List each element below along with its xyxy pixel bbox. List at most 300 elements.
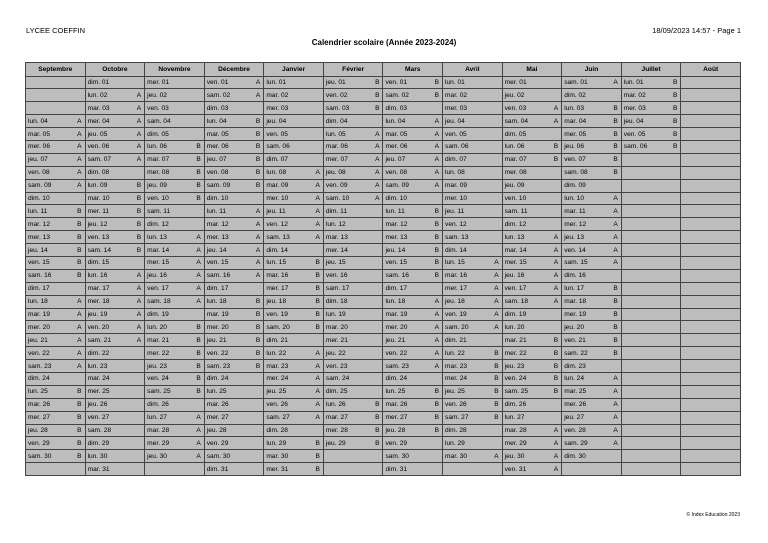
day-label: dim. 10 — [28, 194, 50, 202]
day-cell — [26, 166, 86, 179]
day-cell — [323, 140, 383, 153]
zone-label: A — [196, 414, 201, 422]
day-label: jeu. 16 — [147, 272, 167, 280]
zone-label: A — [553, 439, 559, 447]
zone-label: B — [315, 298, 320, 306]
empty-cell — [621, 321, 681, 334]
day-label: mar. 26 — [28, 401, 50, 409]
day-label: dim. 25 — [325, 388, 348, 396]
day-label: sam. 16 — [206, 272, 231, 280]
calendar-row — [26, 424, 741, 437]
day-label: jeu. 13 — [564, 233, 585, 241]
day-label: mer. 05 — [564, 130, 587, 138]
zone-label: B — [613, 156, 618, 164]
day-label: dim. 14 — [266, 246, 288, 254]
zone-label: A — [613, 233, 618, 241]
day-cell — [562, 218, 622, 231]
zone-label: B — [375, 414, 380, 422]
empty-cell — [681, 385, 741, 398]
copyright: © Index Education 2023 — [686, 512, 740, 518]
day-cell — [145, 153, 205, 166]
day-cell — [443, 282, 503, 295]
calendar-row — [26, 205, 741, 218]
day-label: sam. 30 — [206, 452, 231, 460]
calendar-row — [26, 450, 741, 463]
empty-cell — [681, 398, 741, 411]
day-label: jeu. 26 — [87, 401, 108, 409]
calendar-row — [26, 153, 741, 166]
day-cell — [383, 334, 443, 347]
print-info: 18/09/2023 14:57 - Page 1 — [652, 26, 741, 35]
day-cell — [443, 89, 503, 102]
day-cell — [26, 347, 86, 360]
day-label: dim. 03 — [206, 104, 229, 112]
zone-label: B — [494, 349, 499, 357]
day-label: sam. 24 — [325, 375, 350, 383]
day-cell — [323, 321, 383, 334]
day-label: lun. 23 — [87, 362, 108, 370]
empty-cell — [681, 192, 741, 205]
day-label: jeu. 07 — [206, 156, 227, 164]
zone-label: A — [553, 259, 559, 267]
zone-label: A — [613, 194, 618, 202]
day-label: sam. 27 — [445, 414, 469, 422]
day-cell — [562, 89, 622, 102]
day-label: sam. 27 — [266, 414, 290, 422]
day-cell — [502, 282, 562, 295]
day-label: sam. 18 — [147, 298, 171, 306]
day-label: lun. 17 — [564, 285, 585, 293]
month-header: Juillet — [621, 63, 681, 77]
day-label: ven. 15 — [206, 259, 229, 267]
zone-label: A — [494, 298, 499, 306]
zone-label: A — [494, 285, 499, 293]
day-cell — [383, 282, 443, 295]
day-label: mer. 22 — [147, 349, 170, 357]
zone-label: A — [613, 426, 618, 434]
day-label: ven. 17 — [147, 285, 169, 293]
zone-label: A — [434, 336, 440, 344]
day-cell — [502, 360, 562, 373]
zone-label: A — [315, 194, 320, 202]
day-cell — [383, 360, 443, 373]
day-cell — [264, 102, 324, 115]
zone-label: A — [434, 323, 440, 331]
day-label: mar. 14 — [504, 246, 527, 254]
day-cell — [204, 282, 264, 295]
day-label: lun. 09 — [87, 182, 108, 190]
day-cell — [145, 437, 205, 450]
day-label: ven. 26 — [445, 401, 467, 409]
day-label: ven. 15 — [385, 259, 408, 267]
empty-cell — [681, 463, 741, 476]
day-label: lun. 11 — [206, 207, 227, 215]
day-label: mar. 27 — [325, 414, 348, 422]
day-cell — [562, 334, 622, 347]
day-label: sam. 09 — [206, 182, 231, 190]
zone-label: B — [196, 388, 201, 396]
day-label: mar. 05 — [28, 130, 50, 138]
day-label: lun. 15 — [445, 259, 465, 267]
zone-label: B — [494, 362, 499, 370]
day-cell — [383, 424, 443, 437]
page-title: Calendrier scolaire (Année 2023-2024) — [311, 38, 457, 47]
day-cell — [26, 256, 86, 269]
day-cell — [323, 269, 383, 282]
empty-cell — [323, 450, 383, 463]
day-label: mar. 30 — [266, 452, 289, 460]
day-label: sam. 06 — [445, 143, 469, 151]
day-label: sam. 09 — [28, 182, 52, 190]
zone-label: B — [434, 233, 440, 241]
day-cell — [443, 411, 503, 424]
day-label: sam. 16 — [28, 272, 52, 280]
zone-label: B — [613, 285, 618, 293]
day-cell — [264, 231, 324, 244]
day-label: sam. 06 — [623, 143, 648, 151]
zone-label: A — [434, 117, 440, 125]
day-label: sam. 06 — [266, 143, 290, 151]
day-label: mer. 20 — [28, 323, 50, 331]
zone-label: B — [553, 388, 559, 396]
day-cell — [562, 347, 622, 360]
day-label: dim. 23 — [564, 362, 586, 370]
day-cell — [264, 437, 324, 450]
zone-label: A — [77, 298, 82, 306]
zone-label: B — [315, 310, 320, 318]
zone-label: B — [77, 220, 82, 228]
day-cell — [323, 385, 383, 398]
day-label: ven. 03 — [147, 104, 169, 112]
zone-label: B — [553, 375, 559, 383]
day-label: dim. 26 — [147, 401, 169, 409]
day-cell — [443, 385, 503, 398]
zone-label: B — [553, 362, 559, 370]
day-cell — [323, 179, 383, 192]
day-label: lun. 25 — [385, 388, 406, 396]
empty-cell — [621, 334, 681, 347]
day-cell — [562, 308, 622, 321]
empty-cell — [681, 231, 741, 244]
zone-label: B — [77, 426, 82, 434]
day-label: lun. 20 — [147, 323, 167, 331]
empty-cell — [681, 140, 741, 153]
day-cell — [264, 308, 324, 321]
calendar-row — [26, 256, 741, 269]
zone-label: B — [375, 401, 380, 409]
day-label: mar. 19 — [206, 310, 229, 318]
empty-cell — [562, 463, 622, 476]
day-cell — [26, 295, 86, 308]
empty-cell — [681, 334, 741, 347]
empty-cell — [681, 128, 741, 141]
day-cell — [26, 450, 86, 463]
empty-cell — [443, 463, 503, 476]
zone-label: B — [315, 259, 320, 267]
zone-label: B — [255, 298, 261, 306]
zone-label: B — [315, 452, 320, 460]
day-cell — [26, 334, 86, 347]
day-label: lun. 03 — [564, 104, 585, 112]
day-label: dim. 16 — [564, 272, 586, 280]
day-label: sam. 23 — [206, 362, 231, 370]
day-cell — [383, 385, 443, 398]
day-cell — [323, 128, 383, 141]
day-label: sam. 29 — [564, 439, 588, 447]
day-cell — [85, 360, 145, 373]
day-label: mar. 28 — [504, 426, 527, 434]
day-cell — [443, 102, 503, 115]
day-cell — [204, 437, 264, 450]
day-label: mar. 25 — [564, 388, 587, 396]
zone-label: B — [196, 169, 201, 177]
day-cell — [621, 89, 681, 102]
day-cell — [383, 179, 443, 192]
month-header: Mars — [383, 63, 443, 77]
day-cell — [145, 450, 205, 463]
zone-label: B — [196, 323, 201, 331]
day-label: mar. 30 — [445, 452, 468, 460]
day-cell — [502, 347, 562, 360]
day-cell — [323, 166, 383, 179]
month-header: Octobre — [85, 63, 145, 77]
zone-label: A — [196, 246, 201, 254]
day-label: sam. 20 — [266, 323, 290, 331]
day-label: dim. 05 — [504, 130, 527, 138]
day-cell — [264, 424, 324, 437]
day-cell — [204, 411, 264, 424]
zone-label: A — [434, 310, 440, 318]
zone-label: A — [553, 272, 559, 280]
day-label: ven. 08 — [28, 169, 50, 177]
day-label: mar. 26 — [385, 401, 408, 409]
day-cell — [443, 398, 503, 411]
day-cell — [323, 76, 383, 89]
day-label: ven. 16 — [325, 272, 348, 280]
zone-label: A — [613, 220, 618, 228]
day-label: dim. 31 — [385, 465, 408, 473]
day-label: lun. 29 — [266, 439, 287, 447]
zone-label: A — [315, 220, 320, 228]
day-label: lun. 08 — [445, 169, 465, 177]
day-label: lun. 02 — [87, 91, 108, 99]
day-label: ven. 01 — [385, 78, 408, 86]
day-cell — [204, 256, 264, 269]
zone-label: B — [315, 439, 320, 447]
day-label: sam. 22 — [564, 349, 588, 357]
day-cell — [145, 269, 205, 282]
day-cell — [264, 153, 324, 166]
day-label: mer. 19 — [564, 310, 587, 318]
calendar-row — [26, 128, 741, 141]
day-label: mer. 03 — [445, 104, 468, 112]
day-label: dim. 12 — [147, 220, 169, 228]
day-cell — [383, 102, 443, 115]
zone-label: B — [613, 117, 618, 125]
day-label: sam. 13 — [445, 233, 469, 241]
zone-label: B — [136, 246, 142, 254]
day-cell — [145, 115, 205, 128]
day-cell — [443, 128, 503, 141]
day-cell — [26, 269, 86, 282]
day-cell — [323, 334, 383, 347]
day-label: dim. 18 — [325, 298, 348, 306]
empty-cell — [681, 372, 741, 385]
day-label: sam. 10 — [325, 194, 350, 202]
day-label: mer. 10 — [445, 194, 468, 202]
day-label: mar. 24 — [87, 375, 110, 383]
day-label: mer. 03 — [266, 104, 289, 112]
day-label: mar. 16 — [445, 272, 468, 280]
day-cell — [323, 153, 383, 166]
calendar-row — [26, 372, 741, 385]
empty-cell — [681, 205, 741, 218]
day-cell — [383, 115, 443, 128]
day-cell — [443, 347, 503, 360]
day-label: mar. 11 — [564, 207, 586, 215]
day-label: ven. 24 — [504, 375, 527, 383]
day-label: mer. 25 — [87, 388, 110, 396]
zone-label: A — [613, 78, 618, 86]
day-cell — [323, 347, 383, 360]
empty-cell — [26, 463, 86, 476]
zone-label: B — [77, 401, 82, 409]
day-label: lun. 25 — [28, 388, 48, 396]
empty-cell — [621, 424, 681, 437]
day-cell — [85, 115, 145, 128]
day-label: mer. 17 — [445, 285, 468, 293]
zone-label: A — [553, 465, 559, 473]
zone-label: A — [77, 143, 82, 151]
zone-label: A — [255, 246, 261, 254]
day-cell — [204, 398, 264, 411]
zone-label: B — [375, 426, 380, 434]
zone-label: B — [196, 375, 201, 383]
calendar-row — [26, 360, 741, 373]
day-label: ven. 08 — [385, 169, 408, 177]
zone-label: B — [255, 130, 261, 138]
day-label: mar. 28 — [147, 426, 170, 434]
empty-cell — [621, 153, 681, 166]
day-cell — [562, 295, 622, 308]
zone-label: B — [136, 194, 142, 202]
calendar-row — [26, 321, 741, 334]
empty-cell — [681, 153, 741, 166]
day-label: ven. 20 — [87, 323, 110, 331]
month-header: Avril — [443, 63, 503, 77]
day-cell — [383, 218, 443, 231]
day-cell — [621, 140, 681, 153]
day-cell — [443, 308, 503, 321]
day-cell — [443, 424, 503, 437]
calendar-row — [26, 347, 741, 360]
day-label: mar. 07 — [504, 156, 527, 164]
day-label: sam. 09 — [385, 182, 409, 190]
day-cell — [26, 424, 86, 437]
day-label: dim. 11 — [325, 207, 348, 215]
day-cell — [323, 231, 383, 244]
day-cell — [204, 179, 264, 192]
day-label: mer. 13 — [385, 233, 408, 241]
day-label: sam. 07 — [87, 156, 112, 164]
zone-label: B — [315, 272, 320, 280]
day-cell — [145, 282, 205, 295]
zone-label: A — [553, 117, 559, 125]
day-label: mer. 20 — [206, 323, 229, 331]
day-cell — [502, 450, 562, 463]
month-header: Août — [681, 63, 741, 77]
zone-label: A — [77, 336, 82, 344]
day-cell — [85, 192, 145, 205]
day-label: dim. 15 — [87, 259, 110, 267]
day-label: mar. 09 — [266, 182, 289, 190]
zone-label: B — [434, 414, 440, 422]
day-cell — [264, 192, 324, 205]
zone-label: B — [77, 452, 82, 460]
day-label: jeu. 29 — [325, 439, 346, 447]
day-label: dim. 10 — [385, 194, 408, 202]
day-cell — [323, 256, 383, 269]
empty-cell — [621, 269, 681, 282]
day-cell — [145, 218, 205, 231]
day-label: dim. 21 — [266, 336, 288, 344]
zone-label: A — [196, 259, 201, 267]
day-label: sam. 02 — [385, 91, 409, 99]
calendar-row — [26, 385, 741, 398]
day-label: ven. 09 — [325, 182, 348, 190]
day-label: dim. 17 — [385, 285, 408, 293]
day-label: mer. 17 — [266, 285, 289, 293]
month-header: Septembre — [26, 63, 86, 77]
day-label: jeu. 08 — [325, 169, 346, 177]
day-cell — [562, 398, 622, 411]
day-cell — [85, 398, 145, 411]
day-cell — [383, 437, 443, 450]
day-label: dim. 17 — [28, 285, 50, 293]
day-label: sam. 11 — [504, 207, 528, 215]
zone-label: A — [255, 233, 261, 241]
day-label: mer. 08 — [147, 169, 170, 177]
day-cell — [502, 153, 562, 166]
day-label: ven. 23 — [325, 362, 348, 370]
calendar-row — [26, 334, 741, 347]
day-cell — [264, 347, 324, 360]
day-cell — [383, 128, 443, 141]
day-label: mar. 02 — [445, 91, 468, 99]
day-cell — [443, 437, 503, 450]
day-cell — [502, 463, 562, 476]
day-cell — [562, 372, 622, 385]
day-label: mer. 29 — [147, 439, 170, 447]
day-cell — [145, 102, 205, 115]
day-cell — [562, 424, 622, 437]
zone-label: B — [255, 117, 261, 125]
day-label: lun. 24 — [564, 375, 585, 383]
day-label: lun. 20 — [504, 323, 525, 331]
day-label: jeu. 30 — [147, 452, 167, 460]
day-label: mer. 27 — [28, 414, 50, 422]
day-label: jeu. 18 — [445, 298, 465, 306]
day-cell — [204, 347, 264, 360]
zone-label: A — [553, 452, 559, 460]
day-cell — [26, 372, 86, 385]
calendar-row — [26, 282, 741, 295]
empty-cell — [621, 450, 681, 463]
day-cell — [26, 205, 86, 218]
empty-cell — [26, 89, 86, 102]
day-cell — [443, 140, 503, 153]
day-cell — [85, 385, 145, 398]
